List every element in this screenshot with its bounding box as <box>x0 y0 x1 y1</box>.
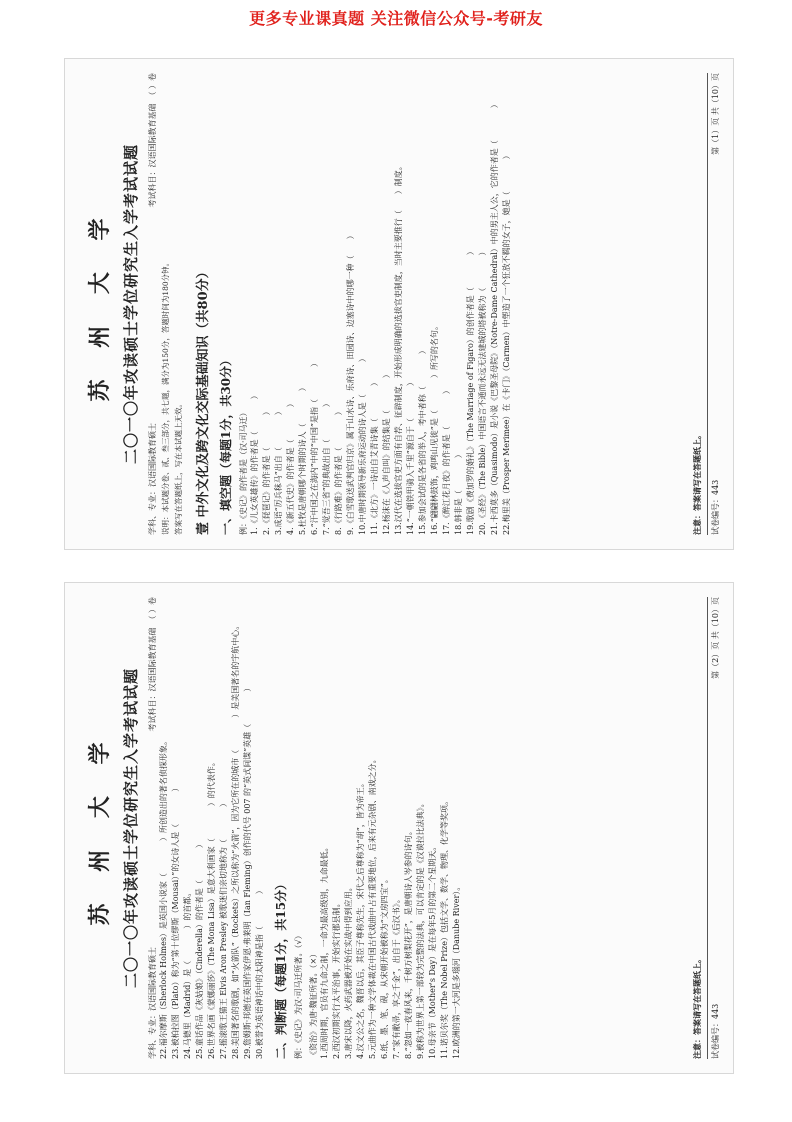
page-number: 第（2）页 共（10）页 <box>711 597 720 679</box>
question-item: 19.歌剧《费加罗的婚礼》（The Marriage of Figaro）的创作者是（ ） <box>465 247 475 535</box>
footer-note: 注意：答案请写在答题纸上。 <box>692 955 702 1059</box>
question-item: 5.杜牧是唐朝哪个时期的诗人（ ） <box>297 383 307 535</box>
question-item: 11.《北方》一诗出自艾青诗集（ ） <box>369 378 379 535</box>
question-item: 10.中唐时期领导新乐府运动的诗人是（ ） <box>357 354 367 535</box>
question-item: 6.纸、墨、笔、砚，从宋朝开始被称为“文房四宝”。 <box>380 875 389 1059</box>
question-item: 13.汉代在选拔官吏方面有自荐、征辟制度，开始形成明确的选拔官吏制度，当时主要推行（ ）制度。 <box>393 162 403 535</box>
question-item: 8.《行路难》的作者是（ ） <box>333 407 343 535</box>
question-item: 4.《新五代史》的作者是（ ） <box>285 399 295 535</box>
footer-note: 注意：答案请写在答题纸上。 <box>692 431 702 535</box>
exam-note: 说明：本试题分卷、贰、叁三部分，共七题，满分为150分，答题时间为180分钟。 <box>161 258 170 535</box>
question-item: 16.“翩翩林鼓饰，鸡鸣山见徙”是（ ）所写的名句。 <box>429 322 439 535</box>
question-item: 30.被誉为英语神话中的太阳神是指（ ） <box>255 886 264 1059</box>
page-footer <box>692 597 721 1059</box>
question-item: 28.美国著名的歌剧，如“火箭队”（Rockets）之所以称为“火箭”，因为它所在的城市（ ）是美国著名的宇航中心。 <box>231 621 240 1059</box>
question-item: 15.参加会试的是各省的举人，考中者称（ ） <box>417 346 427 535</box>
subject-label: 学科、专业：汉语国际教育硕士 <box>148 947 157 1059</box>
question-item: 14.“一朝铁甲骑入千里”源自于（ ） <box>405 378 415 535</box>
question-item: 2.《琵琶记》的作者是（ ） <box>261 407 271 535</box>
question-item: 18.韩非是（ ） <box>453 450 463 535</box>
example-line: 例：《史记》为汉·司马迁所著。（√） <box>294 931 303 1059</box>
rotated-content <box>65 583 733 1073</box>
question-item: 29.詹姆斯·邦德在英国作家伊恩·弗莱明（Ian Fleming）创作的代号 007 的“英式间谍”英雄（ ） <box>243 683 252 1059</box>
example-list <box>293 597 319 1059</box>
question-item: 22.福尔摩斯（Sherlock Holmes）是英国小说家（ ）所创造出的著名侦探形象。 <box>159 737 168 1059</box>
question-item: 22.梅里美（Prosper Merimee）在《卡门》（Carmen）中塑造了一个狂放不羁的女子，她是（ ） <box>501 151 511 535</box>
question-item: 9.被称为世界上第一部较为完整的法典，可以肯定的是《汉谟拉比法典》。 <box>416 799 425 1059</box>
exam-page-1 <box>64 58 734 550</box>
question-item: 17.《醉江花月夜》的作者是（ ） <box>441 386 451 535</box>
question-item: 5.元曲作为一种文学体裁在中国古代戏曲中占有重要地位，后来有元杂剧、南戏之分。 <box>368 755 377 1059</box>
section-heading: 壹 中外文化及跨文化交际基础知识（共80分） <box>195 265 211 535</box>
page-subtitle: 二〇一〇年攻读硕士学位研究生入学考试试题 <box>122 668 140 989</box>
exam-page-2 <box>64 582 734 1074</box>
page-number: 第（1）页 共（10）页 <box>711 73 720 155</box>
page-title: 苏 州 大 学 <box>87 730 113 926</box>
question-item: 21.卡西莫多（Quasimodo）是小说《巴黎圣母院》（Notre-Dame Cathedral）中的男主人公，它的作者是（ ） <box>489 100 499 535</box>
question-list-top <box>158 597 266 1059</box>
page-title: 苏 州 大 学 <box>87 206 113 402</box>
question-item: 8.“忽如一夜春风来，千树万树梨花开”，是唐朝诗人岑参的诗句。 <box>404 827 413 1059</box>
question-item: 3.成语“厉兵秣马”出自（ ） <box>273 407 283 535</box>
course-label: 考试科目：汉语国际教育基础 （ ）卷 <box>148 73 157 208</box>
question-item: 2.西汉初期实行太平治事，开始实行郡县制。 <box>332 899 341 1059</box>
example-line: 例：《史记》的作者是（汉·司马迁） <box>238 408 248 535</box>
question-item: 1.西周时期，官员有九命之制，一命为最高级别，九命最低。 <box>320 843 329 1059</box>
question-item: 27.摇滚歌王猫王 Elvis Aron Presley 被歌迷们亲切地称为（ ） <box>219 799 228 1059</box>
question-item: 7.“觉吾三省”的典故出自（ ） <box>321 399 331 535</box>
question-item: 26.世界名画《蒙娜丽莎》（The Mona Lisa）是意大利画家（ ）的代表作。 <box>207 758 216 1059</box>
exam-note-2: 答案写在答题纸上，写在本试题上无效。 <box>173 400 183 535</box>
question-item: 1.《儿女英雄传》的作者是（ ） <box>249 391 259 535</box>
question-item: 6.“汗中国之在海内”中的“中国”是指（ ） <box>309 359 319 535</box>
page-subtitle: 二〇一〇年攻读硕士学位研究生入学考试试题 <box>122 144 140 465</box>
exam-code: 试卷编号：443 <box>711 1003 720 1059</box>
question-item: 10.母亲节（Mother's Day）是在每年5月的第二个星期天。 <box>428 842 437 1059</box>
question-item: 9.《白雪歌送武判官归京》属于山水诗、乐府诗、田园诗、边塞诗中的哪一种（ ） <box>345 231 355 535</box>
exam-info <box>147 597 158 1059</box>
rotated-content <box>65 59 733 549</box>
question-list <box>319 597 463 1059</box>
question-item: 24.马德里（Madrid）是（ ）的首都。 <box>183 888 192 1059</box>
part-heading: 一、填空题（每题1分，共30分） <box>218 353 233 535</box>
question-list <box>249 73 513 535</box>
question-item: 3.唐宋以降，火药武器被开始在实战中得到应用。 <box>344 883 353 1059</box>
example-line: 《资治》为唐·魏征所著。（×） <box>309 949 318 1059</box>
exam-info <box>147 73 158 535</box>
exam-code: 试卷编号：443 <box>711 479 720 535</box>
question-item: 11.诺贝尔奖（The Nobel Prize）包括文学、数学、物理、化学等奖项。 <box>440 797 449 1059</box>
part-heading: 二、判断题（每题1分，共15分） <box>274 877 288 1059</box>
question-item: 4.汉文公之名，魏晋以后，其臣子尊称先生，宋代之后尊称为“胡”，皆为帝王。 <box>356 779 365 1059</box>
question-item: 20.《圣经》（The Bible）中国语言不通而永远无法建城的塔被称为（ ） <box>477 247 487 535</box>
banner-title: 更多专业课真题 关注微信公众号-考研友 <box>249 9 543 28</box>
question-item: 12.杨沫在《人声自叫》的结集是（ ） <box>381 370 391 535</box>
question-item: 7.“家有敝帚，享之千金”，出自于《后汉书》。 <box>392 895 401 1059</box>
question-item: 12.欧洲的第一大河是多瑙河（Danube River）。 <box>452 882 461 1059</box>
course-label: 考试科目：汉语国际教育基础 （ ）卷 <box>148 597 157 732</box>
page-footer <box>692 73 721 535</box>
question-item: 25.童话作品《灰姑娘》（Cinderella）的作者是（ ） <box>195 840 204 1059</box>
question-item: 23.被柏拉图（Plato）称为“第十位缪斯（Mousai）”的女诗人是（ ） <box>171 783 180 1059</box>
subject-label: 学科、专业：汉语国际教育硕士 <box>148 423 157 535</box>
